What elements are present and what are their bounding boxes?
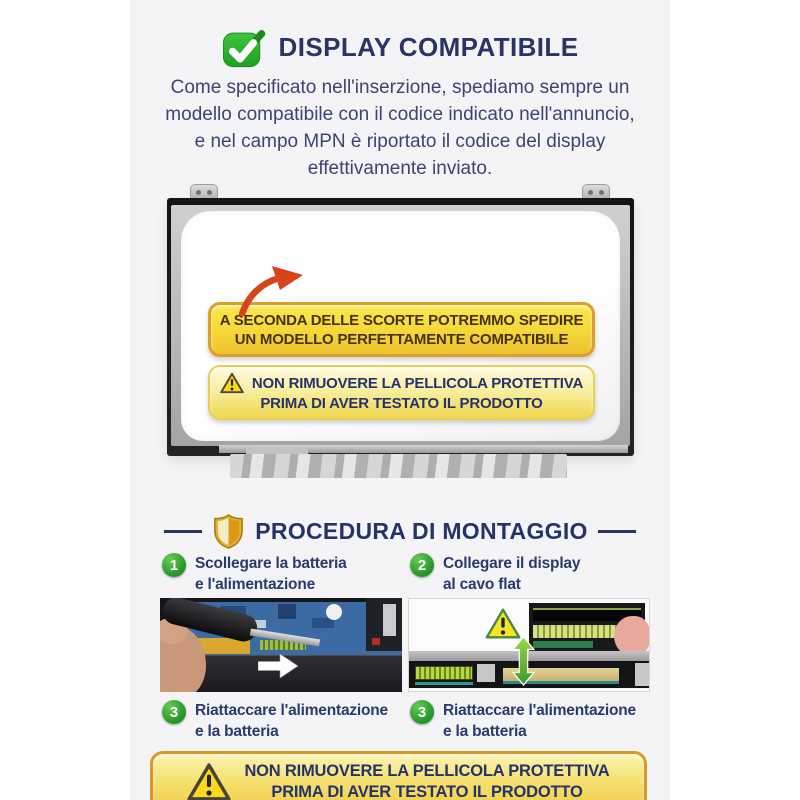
film-notice-line2: PRIMA DI AVER TESTATO IL PRODOTTO — [260, 395, 543, 412]
metal-bracket — [383, 604, 396, 636]
stock-notice-line2: UN MODELLO PERFETTAMENTE COMPATIBILE — [234, 330, 569, 348]
step-1-badge: 1 — [162, 553, 186, 577]
connector-pins — [533, 625, 617, 638]
finger — [614, 616, 650, 656]
step-3-left-label — [162, 700, 388, 742]
bottom-warning-banner — [150, 751, 647, 800]
content-column — [130, 0, 670, 800]
step-1-label — [162, 553, 347, 595]
warning-triangle-icon — [187, 762, 231, 800]
header — [130, 27, 670, 68]
green-double-arrow-icon — [512, 635, 535, 687]
warning-triangle-icon — [220, 372, 244, 394]
photo-margin — [409, 688, 650, 692]
foil-covered-pcb-strip — [230, 454, 567, 478]
film-notice-line1: NON RIMUOVERE LA PELLICOLA PROTETTIVA — [251, 374, 584, 392]
photo-disconnect-battery — [160, 598, 402, 692]
metal-bracket — [477, 664, 495, 682]
intro-line: modello compatibile con il codice indicato nell'annuncio, — [165, 104, 635, 125]
step-3-right-text: Riattaccare l'alimentazione e la batteria — [443, 702, 636, 740]
pcb-trace — [415, 682, 473, 685]
intro-line: effettivamente inviato. — [307, 158, 493, 179]
procedure-title: PROCEDURA DI MONTAGGIO — [255, 518, 588, 544]
red-curved-arrow-icon — [235, 266, 309, 316]
page-title: DISPLAY COMPATIBILE — [278, 32, 579, 62]
lcd-panel-photo — [150, 182, 650, 487]
intro-line: e nel campo MPN è riportato il codice del display — [194, 131, 606, 152]
screw-hole — [599, 190, 604, 195]
screw-hole — [207, 190, 212, 195]
pcb-sticker — [326, 604, 342, 620]
step-3-right-label — [410, 700, 636, 742]
shield-icon — [212, 513, 245, 550]
step-3-left-text: Riattaccare l'alimentazione e la batteria — [195, 702, 388, 740]
divider-dash — [598, 530, 636, 533]
connector-closeup-inset — [529, 603, 645, 651]
foil-tab — [635, 663, 650, 686]
step-1-text: Scollegare la batteria e l'alimentazione — [195, 555, 347, 593]
intro-line: Come specificato nell'inserzione, spediamo sempre un — [170, 77, 630, 98]
photo-connect-flat-cable — [408, 598, 650, 692]
step-2-text: Collegare il display al cavo flat — [443, 555, 581, 593]
divider-dash — [164, 530, 202, 533]
display-connector — [415, 666, 473, 680]
step-3-badge: 3 — [162, 700, 186, 724]
step-3-badge: 3 — [410, 700, 434, 724]
pcb-strip — [533, 641, 593, 648]
white-arrow-icon — [258, 654, 298, 678]
procedure-header — [130, 513, 670, 550]
step-2-badge: 2 — [410, 553, 434, 577]
stock-notice-line1: A SECONDA DELLE SCORTE POTREMMO SPEDIRE — [219, 311, 584, 329]
red-component — [372, 638, 380, 645]
pcb-chip — [278, 604, 296, 619]
green-checkmark-icon — [222, 27, 266, 68]
intro-paragraph — [130, 74, 670, 182]
screw-hole — [196, 190, 201, 195]
step-2-label — [410, 553, 580, 595]
screw-hole — [588, 190, 593, 195]
protective-film-notice-box — [208, 365, 595, 420]
bottom-warning-text: NON RIMUOVERE LA PELLICOLA PROTETTIVA PRIMA DI AVER TESTATO IL PRODOTTO — [244, 762, 610, 800]
